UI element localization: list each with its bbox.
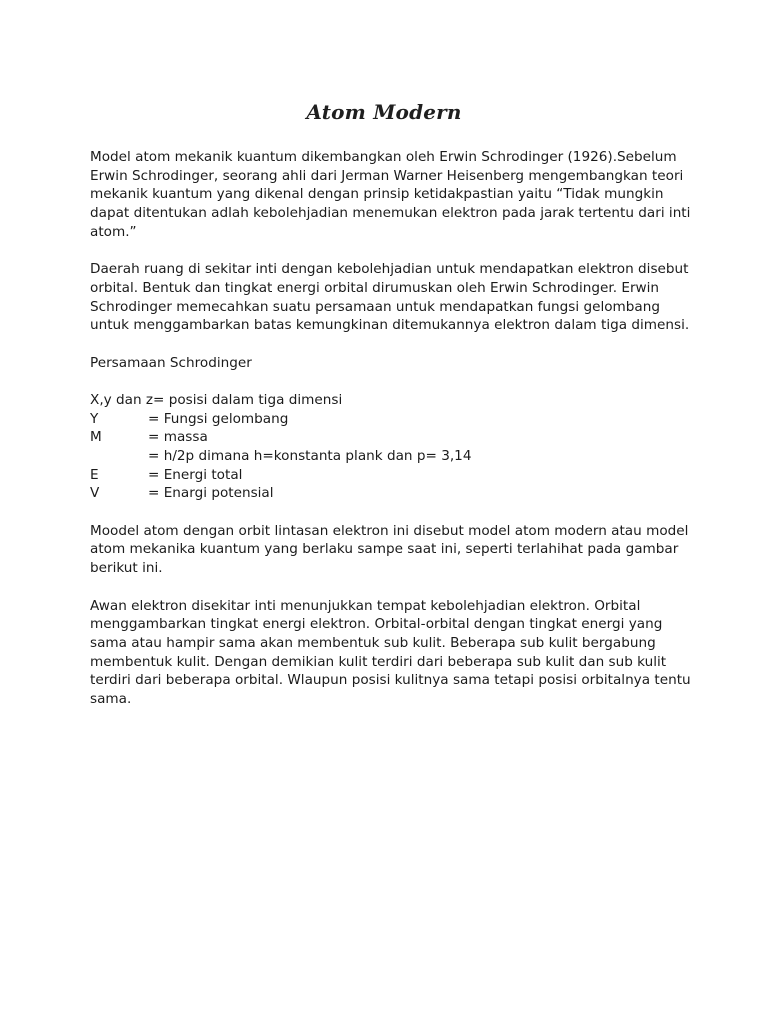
variable-list	[90, 391, 686, 503]
variable-description: = massa	[148, 429, 208, 446]
variable-row	[90, 484, 686, 503]
paragraph-line: Moodel atom dengan orbit lintasan elektron ini disebut model atom modern atau model	[90, 522, 689, 539]
paragraph-spacer	[90, 372, 686, 391]
document-title: Atom Modern	[306, 100, 462, 124]
variable-symbol: V	[90, 485, 100, 502]
variable-symbol: M	[90, 429, 102, 446]
paragraph-line: atom.”	[90, 223, 137, 240]
equation-heading: Persamaan Schrodinger	[90, 354, 252, 371]
paragraph-line: Schrodinger memecahkan suatu persamaan untuk mendapatkan fungsi gelombang	[90, 298, 661, 315]
variable-description: = h/2p dimana h=konstanta plank dan p= 3,14	[148, 448, 472, 464]
variable-description: = Enargi potensial	[148, 485, 274, 502]
paragraph-line: Daerah ruang di sekitar inti dengan kebolehjadian untuk mendapatkan elektron disebut	[90, 261, 689, 278]
paragraph-line: Erwin Schrodinger, seorang ahli dari Jerman Warner Heisenberg mengembangkan teori	[90, 167, 684, 184]
variable-row	[90, 428, 686, 447]
paragraph-line: berikut ini.	[90, 560, 163, 577]
document-body	[90, 148, 691, 709]
paragraph-spacer	[90, 335, 686, 354]
variable-row	[90, 466, 686, 485]
paragraph-4	[90, 597, 691, 709]
paragraph-line: orbital. Bentuk dan tingkat energi orbital dirumuskan oleh Erwin Schrodinger. Erwin	[90, 279, 660, 296]
paragraph-line: membentuk kulit. Dengan demikian kulit terdiri dari beberapa sub kulit dan sub kulit	[90, 653, 667, 670]
variable-description: = Energi total	[148, 466, 243, 483]
paragraph-3	[90, 522, 689, 578]
paragraph-line: dapat ditentukan adlah kebolehjadian menemukan elektron pada jarak tertentu dari inti	[90, 205, 691, 222]
paragraph-spacer	[90, 503, 686, 522]
variable-symbol: X,y dan z= posisi dalam tiga dimensi	[90, 391, 343, 408]
paragraph-line: mekanik kuantum yang dikenal dengan prinsip ketidakpastian yaitu “Tidak mungkin	[90, 186, 664, 203]
paragraph-line: untuk menggambarkan batas kemungkinan ditemukannya elektron dalam tiga dimensi.	[90, 317, 690, 334]
variable-row	[90, 391, 686, 410]
paragraph-line: Awan elektron disekitar inti menunjukkan tempat kebolehjadian elektron. Orbital	[90, 597, 641, 614]
paragraph-1	[90, 148, 691, 241]
paragraph-line: terdiri dari beberapa orbital. Wlaupun posisi kulitnya sama tetapi posisi orbitalnya tentu	[90, 672, 691, 689]
paragraph-line: sama.	[90, 690, 132, 707]
paragraph-line: menggambarkan tingkat energi elektron. Orbital-orbital dengan tingkat energi yang	[90, 616, 663, 633]
paragraph-line: Model atom mekanik kuantum dikembangkan oleh Erwin Schrodinger (1926).Sebelum	[90, 149, 677, 165]
paragraph-spacer	[90, 241, 686, 260]
variable-symbol: Y	[90, 410, 99, 427]
variable-row	[90, 447, 686, 466]
variable-description: = Fungsi gelombang	[148, 410, 289, 427]
paragraph-2	[90, 260, 690, 335]
paragraph-spacer	[90, 578, 686, 597]
variable-symbol	[90, 447, 148, 466]
variable-row	[90, 410, 686, 429]
paragraph-line: sama atau hampir sama akan membentuk sub kulit. Beberapa sub kulit bergabung	[90, 634, 656, 651]
paragraph-line: atom mekanika kuantum yang berlaku sampe saat ini, seperti terlahihat pada gambar	[90, 541, 679, 558]
variable-symbol: E	[90, 466, 99, 483]
